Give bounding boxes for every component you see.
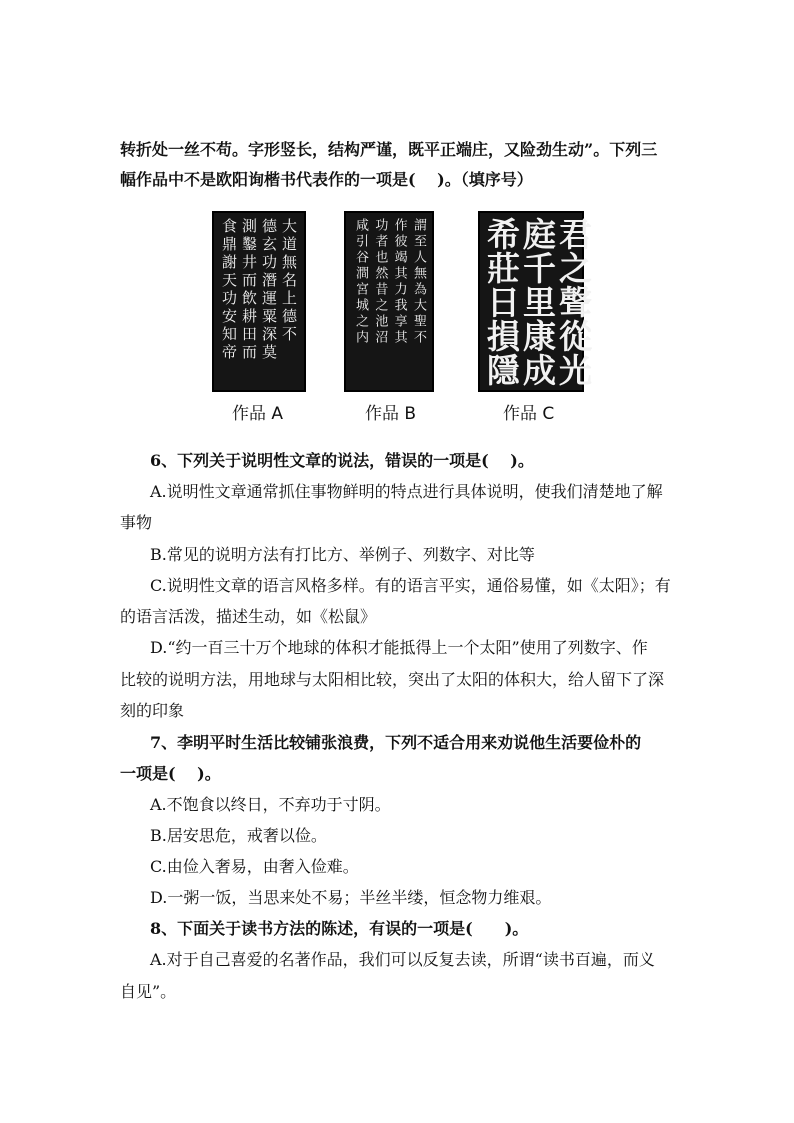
question-6-option-c-cont: 的语言活泼，描述生动，如《松鼠》: [120, 607, 377, 626]
question-6-stem: 6、下列关于说明性文章的说法，错误的一项是( )。: [150, 451, 534, 470]
figure-c-caption: 作品 C: [503, 404, 555, 424]
question-6-option-b: B.常见的说明方法有打比方、举例子、列数字、对比等: [150, 545, 535, 564]
calligraphy-column: 作彼竭其力我享其: [391, 218, 407, 346]
question-6-option-d: D.“约一百三十万个地球的体积才能抵得上一个太阳”使用了列数字、作: [150, 638, 648, 657]
question-7-stem-cont: 一项是( )。: [120, 764, 221, 783]
question-6-option-a-cont: 事物: [120, 513, 153, 532]
question-6-option-d-cont-1: 比较的说明方法，用地球与太阳相比较，突出了太阳的体积大，给人留下了深: [120, 670, 665, 689]
calligraphy-column: 食鼎謝天功安知帝: [220, 218, 238, 362]
calligraphy-column: 大道無名上德不: [280, 218, 298, 344]
calligraphy-column: 君之聲從光: [554, 217, 593, 387]
figure-b-caption: 作品 B: [365, 404, 417, 424]
intro-line-1: 转折处一丝不苟。字形竖长，结构严谨，既平正端庄，又险劲生动”。下列三: [120, 140, 658, 159]
question-6-option-a: A.说明性文章通常抓住事物鲜明的特点进行具体说明，使我们清楚地了解: [150, 482, 663, 501]
question-7-option-d: D.一粥一饭，当思来处不易；半丝半缕，恒念物力维艰。: [150, 888, 552, 907]
question-8-option-a: A.对于自己喜爱的名著作品，我们可以反复去读，所谓“读书百遍，而义: [150, 950, 655, 969]
calligraphy-column: 庭千里康成: [518, 217, 557, 387]
calligraphy-column: 咸引谷澗宮城之内: [353, 218, 368, 346]
question-8-option-a-cont: 自见”。: [120, 982, 177, 1001]
calligraphy-column: 功者也然昔之池沼: [372, 218, 388, 346]
calligraphy-column: 德玄功潛運粟深莫: [260, 218, 278, 362]
question-7-option-c: C.由俭入奢易，由奢入俭难。: [150, 857, 359, 876]
calligraphy-image-b: [344, 211, 434, 392]
question-7-option-a: A.不饱食以终日，不弃功于寸阴。: [150, 795, 391, 814]
figure-a-caption: 作品 A: [232, 404, 284, 424]
question-6-option-d-cont-2: 刻的印象: [120, 701, 185, 720]
question-6-option-c: C.说明性文章的语言风格多样。有的语言平实，通俗易懂，如《太阳》；有: [150, 576, 671, 595]
calligraphy-column: 測鑿井而飲耕田而: [240, 218, 258, 362]
intro-line-2: 幅作品中不是欧阳询楷书代表作的一项是( )。（填序号）: [120, 170, 533, 189]
calligraphy-image-c: [478, 211, 593, 392]
question-8-stem: 8、下面关于读书方法的陈述，有误的一项是( )。: [150, 919, 529, 938]
question-7-option-b: B.居安思危，戒奢以俭。: [150, 826, 327, 845]
question-7-stem: 7、李明平时生活比较铺张浪费，下列不适合用来劝说他生活要俭朴的: [150, 733, 642, 752]
calligraphy-column: 希莊日損隱: [482, 217, 521, 387]
calligraphy-column: 謂至人無為大聖不: [410, 218, 426, 346]
calligraphy-image-a: [212, 211, 306, 392]
